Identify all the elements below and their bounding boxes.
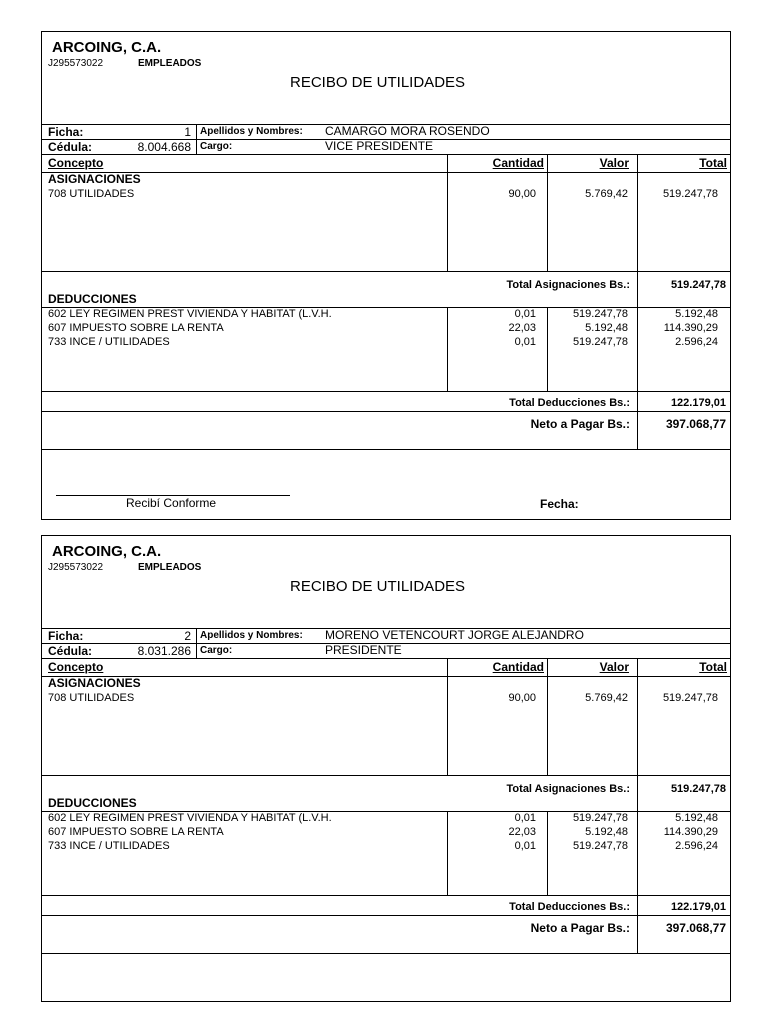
total-asignaciones-label: Total Asignaciones Bs.: bbox=[506, 279, 630, 291]
deduccion-concepto: 602 LEY REGIMEN PREST VIVIENDA Y HABITAT (L.V.H. bbox=[48, 308, 332, 320]
deduccion-total: 5.192,48 bbox=[675, 812, 718, 824]
employee-name: CAMARGO MORA ROSENDO bbox=[325, 124, 490, 138]
asignacion-cantidad: 90,00 bbox=[508, 692, 536, 704]
total-header: Total bbox=[699, 156, 727, 170]
divider bbox=[447, 154, 448, 271]
total-asignaciones-value: 519.247,78 bbox=[670, 279, 726, 291]
divider bbox=[42, 953, 730, 954]
deduccion-total: 2.596,24 bbox=[675, 840, 718, 852]
total-deducciones-value: 122.179,01 bbox=[670, 397, 726, 409]
divider bbox=[42, 915, 730, 916]
divider bbox=[637, 391, 638, 411]
divider bbox=[42, 895, 730, 896]
deduccion-concepto: 602 LEY REGIMEN PREST VIVIENDA Y HABITAT (L.V.H. bbox=[48, 812, 332, 824]
total-asignaciones-label: Total Asignaciones Bs.: bbox=[506, 783, 630, 795]
divider bbox=[547, 154, 548, 271]
employee-category: EMPLEADOS bbox=[138, 58, 202, 69]
asignacion-cantidad: 90,00 bbox=[508, 188, 536, 200]
divider bbox=[637, 775, 638, 811]
deduccion-valor: 519.247,78 bbox=[572, 812, 628, 824]
cargo-label: Cargo: bbox=[200, 645, 233, 656]
total-deducciones-label: Total Deducciones Bs.: bbox=[509, 901, 630, 913]
asignacion-total: 519.247,78 bbox=[662, 188, 718, 200]
fecha-label: Fecha: bbox=[540, 497, 579, 511]
cedula-label: Cédula: bbox=[48, 140, 93, 154]
deduccion-concepto: 733 INCE / UTILIDADES bbox=[48, 840, 170, 852]
ficha-label: Ficha: bbox=[48, 125, 84, 139]
company-name: ARCOING, C.A. bbox=[52, 543, 162, 560]
ficha-value: 2 bbox=[184, 629, 191, 643]
company-name: ARCOING, C.A. bbox=[52, 39, 162, 56]
asignacion-total: 519.247,78 bbox=[662, 692, 718, 704]
cargo-label: Cargo: bbox=[200, 141, 233, 152]
cargo-value: VICE PRESIDENTE bbox=[325, 139, 434, 153]
ficha-label: Ficha: bbox=[48, 629, 84, 643]
deduccion-concepto: 607 IMPUESTO SOBRE LA RENTA bbox=[48, 322, 224, 334]
neto-label: Neto a Pagar Bs.: bbox=[530, 417, 630, 431]
divider bbox=[637, 154, 638, 271]
divider bbox=[42, 775, 730, 776]
deduccion-cantidad: 0,01 bbox=[514, 812, 536, 824]
valor-header: Valor bbox=[599, 660, 629, 674]
divider bbox=[42, 658, 730, 659]
asignacion-valor: 5.769,42 bbox=[585, 692, 628, 704]
asignacion-concepto: 708 UTILIDADES bbox=[48, 188, 135, 200]
deduccion-total: 114.390,29 bbox=[663, 826, 718, 838]
deduccion-cantidad: 0,01 bbox=[514, 840, 536, 852]
asignaciones-heading: ASIGNACIONES bbox=[48, 676, 141, 690]
divider bbox=[637, 895, 638, 915]
asignacion-concepto: 708 UTILIDADES bbox=[48, 692, 135, 704]
concepto-header: Concepto bbox=[48, 156, 104, 170]
receipt-1 bbox=[41, 31, 731, 520]
divider bbox=[42, 449, 730, 450]
divider bbox=[42, 391, 730, 392]
divider bbox=[447, 658, 448, 775]
divider bbox=[42, 411, 730, 412]
apellidos-label: Apellidos y Nombres: bbox=[200, 630, 303, 641]
asignacion-valor: 5.769,42 bbox=[585, 188, 628, 200]
deduccion-valor: 5.192,48 bbox=[585, 826, 628, 838]
deduccion-total: 5.192,48 bbox=[675, 308, 718, 320]
deduccion-total: 2.596,24 bbox=[675, 336, 718, 348]
neto-value: 397.068,77 bbox=[665, 921, 726, 935]
divider bbox=[42, 271, 730, 272]
deduccion-cantidad: 22,03 bbox=[508, 826, 536, 838]
concepto-header: Concepto bbox=[48, 660, 104, 674]
deduccion-valor: 519.247,78 bbox=[572, 308, 628, 320]
valor-header: Valor bbox=[599, 156, 629, 170]
cedula-label: Cédula: bbox=[48, 644, 93, 658]
deducciones-heading: DEDUCCIONES bbox=[48, 796, 137, 810]
total-deducciones-label: Total Deducciones Bs.: bbox=[509, 397, 630, 409]
divider bbox=[42, 676, 730, 677]
deducciones-heading: DEDUCCIONES bbox=[48, 292, 137, 306]
cargo-value: PRESIDENTE bbox=[325, 643, 402, 657]
employee-name: MORENO VETENCOURT JORGE ALEJANDRO bbox=[325, 629, 584, 641]
recibi-conforme-label: Recibí Conforme bbox=[126, 496, 217, 510]
divider bbox=[637, 915, 638, 953]
deduccion-cantidad: 22,03 bbox=[508, 322, 536, 334]
receipt-2 bbox=[41, 535, 731, 1002]
total-deducciones-value: 122.179,01 bbox=[670, 901, 726, 913]
deduccion-valor: 5.192,48 bbox=[585, 322, 628, 334]
asignaciones-heading: ASIGNACIONES bbox=[48, 172, 141, 186]
apellidos-label: Apellidos y Nombres: bbox=[200, 126, 303, 137]
divider bbox=[547, 658, 548, 775]
company-rif: J295573022 bbox=[48, 58, 104, 69]
cedula-value: 8.031.286 bbox=[137, 644, 191, 658]
ficha-value: 1 bbox=[184, 125, 191, 139]
deduccion-concepto: 733 INCE / UTILIDADES bbox=[48, 336, 170, 348]
divider bbox=[42, 154, 730, 155]
divider bbox=[447, 811, 448, 895]
neto-value: 397.068,77 bbox=[665, 417, 726, 431]
divider bbox=[42, 172, 730, 173]
receipt-title: RECIBO DE UTILIDADES bbox=[290, 578, 466, 595]
neto-label: Neto a Pagar Bs.: bbox=[530, 921, 630, 935]
company-rif: J295573022 bbox=[48, 562, 104, 573]
receipt-title: RECIBO DE UTILIDADES bbox=[290, 74, 466, 91]
divider bbox=[637, 658, 638, 775]
deduccion-concepto: 607 IMPUESTO SOBRE LA RENTA bbox=[48, 826, 224, 838]
cantidad-header: Cantidad bbox=[492, 156, 544, 170]
total-header: Total bbox=[699, 660, 727, 674]
deduccion-valor: 519.247,78 bbox=[572, 336, 628, 348]
divider bbox=[447, 307, 448, 391]
cedula-value: 8.004.668 bbox=[137, 140, 191, 154]
deduccion-cantidad: 0,01 bbox=[514, 308, 536, 320]
employee-category: EMPLEADOS bbox=[138, 562, 202, 573]
deduccion-total: 114.390,29 bbox=[663, 322, 718, 334]
deduccion-cantidad: 0,01 bbox=[514, 336, 536, 348]
divider bbox=[637, 271, 638, 307]
deduccion-valor: 519.247,78 bbox=[572, 840, 628, 852]
divider bbox=[637, 411, 638, 449]
cantidad-header: Cantidad bbox=[492, 660, 544, 674]
total-asignaciones-value: 519.247,78 bbox=[670, 783, 726, 795]
